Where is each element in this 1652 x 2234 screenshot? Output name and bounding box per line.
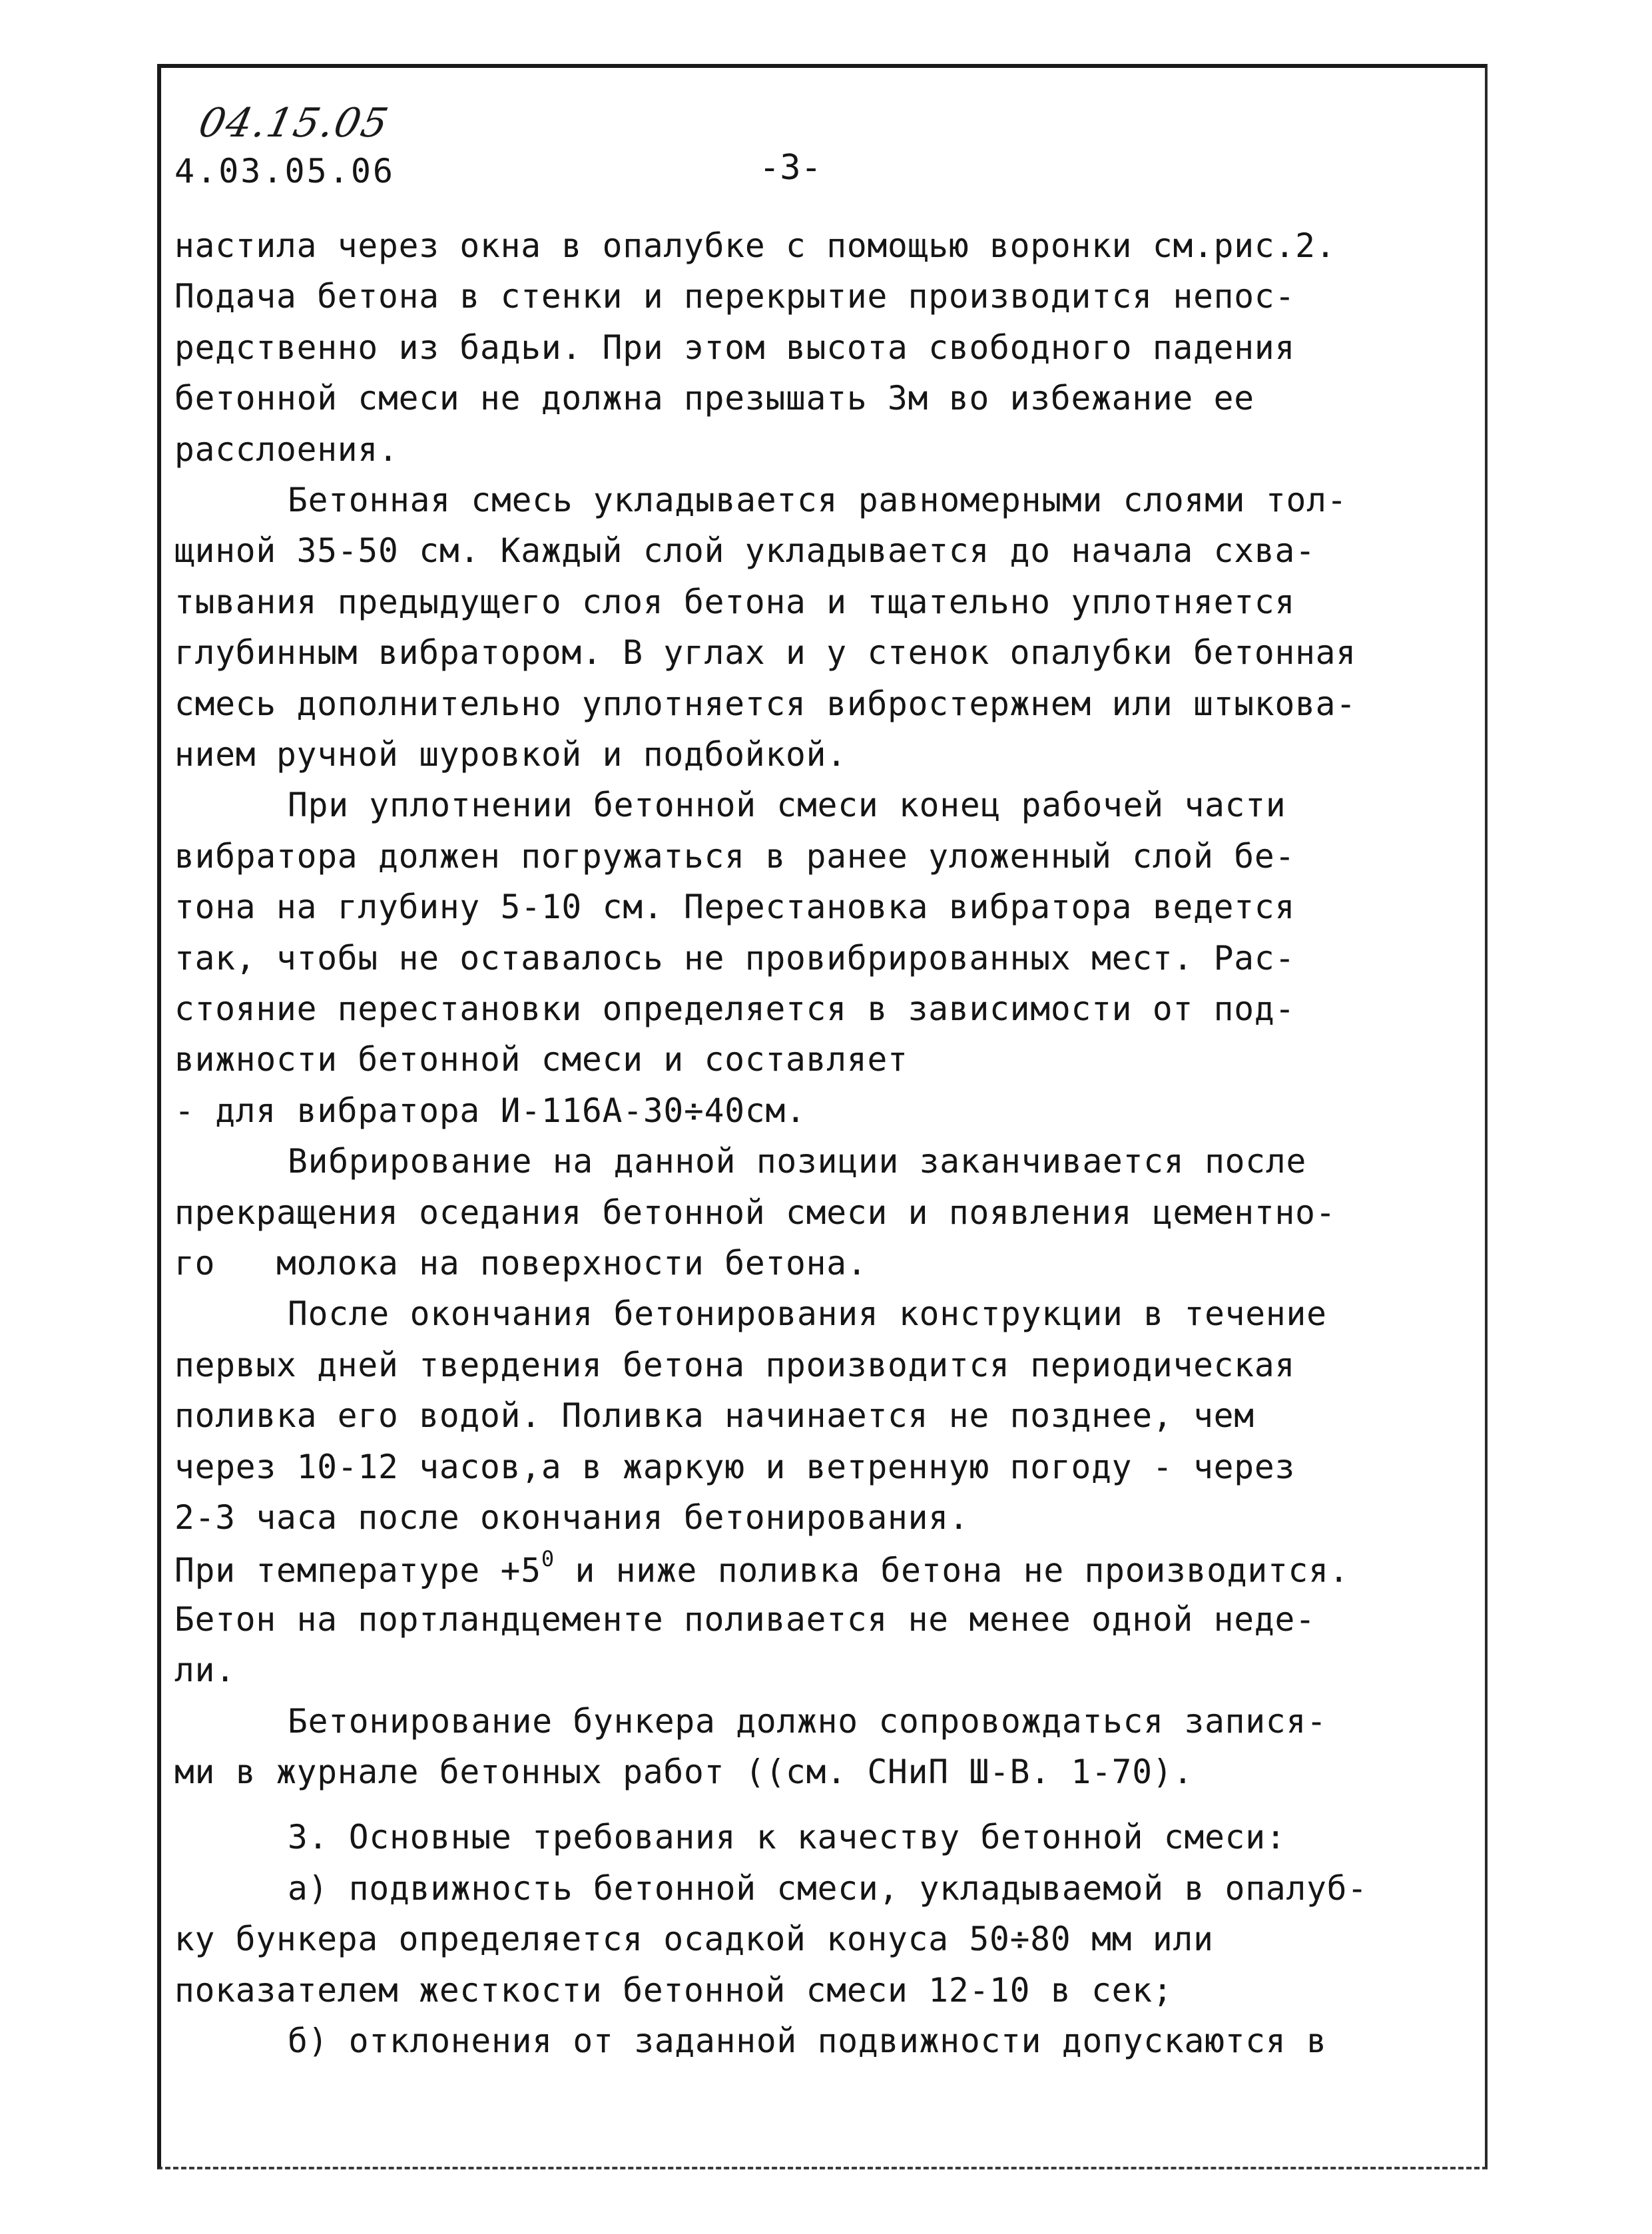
text-line-content: смесь дополнительно уплотняется вибростержнем или штыкова- [174, 684, 1356, 723]
text-line-content: вибратора должен погружаться в ранее уложенный слой бе- [174, 836, 1296, 876]
handwritten-code: 04.15.05 [194, 100, 394, 146]
text-line [288, 786, 1286, 825]
text-line [174, 582, 1296, 621]
text-line-content: 3. Основные требования к качеству бетонной смеси: [288, 1818, 1286, 1857]
text-line-content: тона на глубину 5-10 см. Перестановка вибратора ведется [174, 888, 1296, 927]
text-line [174, 429, 399, 469]
text-line-content: ку бункера определяется осадкой конуса 50÷80 мм или [174, 1920, 1214, 1959]
text-line-content: бетонной смеси не должна презышать 3м во избежание ее [174, 379, 1254, 418]
text-line [174, 1244, 868, 1282]
text-line-content: а) подвижность бетонной смеси, укладываемой в опалуб- [288, 1868, 1368, 1908]
text-line [174, 1091, 806, 1130]
text-line-content: прекращения оседания бетонной смеси и появления цементно- [174, 1193, 1336, 1232]
text-line [288, 481, 1348, 519]
text-line-content: так, чтобы не оставалось не провибрированных мест. Рас- [174, 938, 1296, 977]
text-line [288, 1294, 1327, 1334]
text-line-content: б) отклонения от заданной подвижности допускаются в [288, 2022, 1327, 2060]
text-line [174, 1753, 1194, 1791]
text-line-content: расслоения. [174, 429, 399, 469]
text-line [174, 1447, 1296, 1486]
text-line-content: Бетон на портландцементе поливается не менее одной неде- [174, 1599, 1316, 1639]
text-line [174, 836, 1296, 876]
text-line [174, 277, 1296, 316]
degree-superscript: 0 [541, 1546, 555, 1572]
text-line-content: щиной 35-50 см. Каждый слой укладывается до начала схва- [174, 531, 1316, 571]
text-line-continuation: и ниже поливка бетона не производится. [554, 1551, 1350, 1590]
text-line [174, 1599, 1316, 1639]
text-line [174, 989, 1296, 1028]
text-line [288, 2022, 1327, 2060]
text-line-content: через 10-12 часов,а в жаркую и ветренную погоду - через [174, 1447, 1296, 1486]
text-line-content: первых дней твердения бетона производится периодическая [174, 1345, 1296, 1384]
text-line [174, 328, 1296, 367]
text-line [288, 1142, 1307, 1181]
text-line-content: редственно из бадьи. При этом высота свободного падения [174, 328, 1296, 367]
text-line [174, 226, 1336, 265]
text-line-content: 2-3 часа после окончания бетонирования. [174, 1498, 969, 1537]
text-line-content: тывания предыдущего слоя бетона и тщательно уплотняется [174, 582, 1296, 621]
text-line [174, 633, 1356, 673]
text-line-content: При уплотнении бетонной смеси конец рабочей части [288, 786, 1286, 825]
text-line-content: После окончания бетонирования конструкции в течение [288, 1294, 1327, 1334]
text-line [174, 1193, 1336, 1232]
text-line [174, 1546, 1350, 1590]
text-line-content: настила через окна в опалубке с помощью воронки см.рис.2. [174, 226, 1336, 265]
text-line-content: го молока на поверхности бетона. [174, 1244, 868, 1282]
text-line [174, 1498, 969, 1537]
text-line-content: нием ручной шуровкой и подбойкой. [174, 735, 847, 774]
document-code: 4.03.05.06 [174, 152, 396, 190]
text-line-content: Вибрирование на данной позиции заканчивается после [288, 1142, 1307, 1181]
text-line-content: Подача бетона в стенки и перекрытие производится непос- [174, 277, 1296, 316]
text-line [174, 735, 847, 774]
text-line-content: глубинным вибратором. В углах и у стенок опалубки бетонная [174, 633, 1356, 673]
page-number: -3- [759, 148, 822, 188]
text-line-content: вижности бетонной смеси и составляет [174, 1040, 908, 1079]
text-line-content: ли. [174, 1651, 236, 1690]
text-line [174, 684, 1356, 723]
text-line-content: При температуре +5 [174, 1551, 541, 1590]
text-line [174, 888, 1296, 927]
text-line-content: Бетонная смесь укладывается равномерными слоями тол- [288, 481, 1348, 519]
text-line-content: стояние перестановки определяется в зависимости от под- [174, 989, 1296, 1028]
text-line-content: поливка его водой. Поливка начинается не позднее, чем [174, 1396, 1254, 1436]
text-line-content: показателем жесткости бетонной смеси 12-10 в сек; [174, 1970, 1173, 2010]
text-line-content: Бетонирование бункера должно сопровождаться запися- [288, 1701, 1327, 1741]
text-line [174, 379, 1254, 418]
text-line [174, 938, 1296, 977]
text-line [174, 1920, 1214, 1959]
text-line [174, 1396, 1254, 1436]
text-line [174, 531, 1316, 571]
text-line-content: - для вибратора И-116А-30÷40см. [174, 1091, 806, 1130]
text-line [174, 1040, 908, 1079]
text-line-content: ми в журнале бетонных работ ((см. СНиП Ш-В. 1-70). [174, 1753, 1194, 1791]
text-line [288, 1868, 1368, 1908]
text-line [174, 1970, 1173, 2010]
text-line [288, 1818, 1286, 1857]
text-line [174, 1345, 1296, 1384]
text-line [288, 1701, 1327, 1741]
text-line [174, 1651, 236, 1690]
